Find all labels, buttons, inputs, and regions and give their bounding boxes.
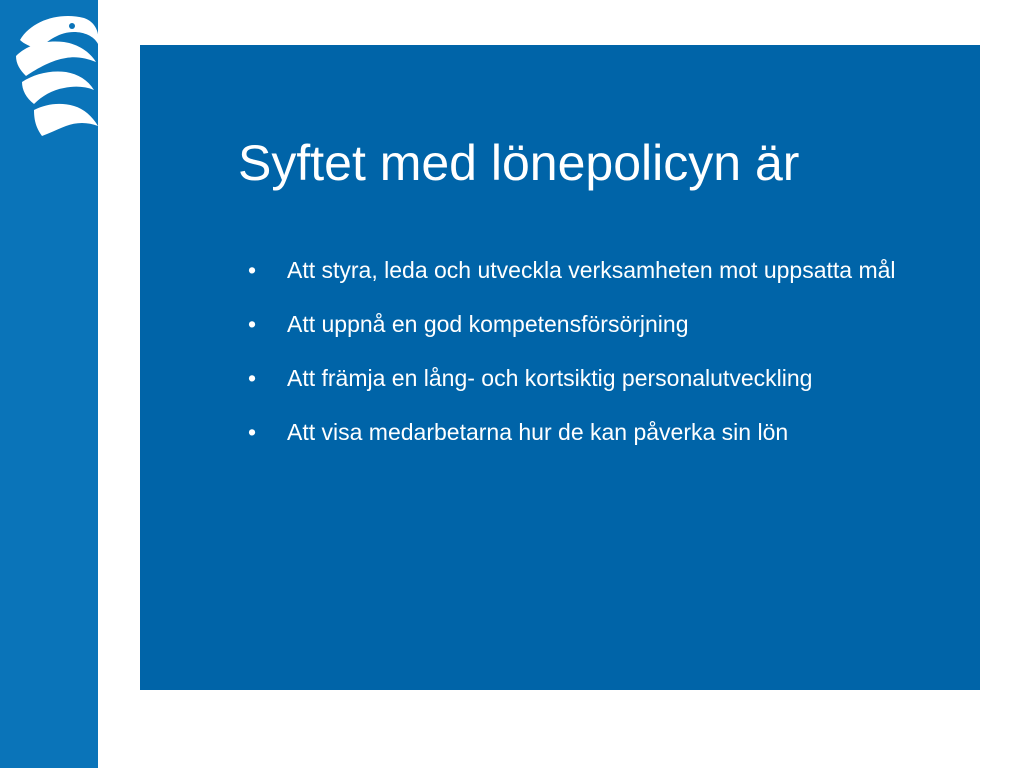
bullet-text: Att uppnå en god kompetensförsörjning (287, 311, 689, 337)
eagle-head-icon (12, 10, 100, 136)
bullet-dot: • (248, 311, 257, 337)
bullet-list (248, 252, 948, 468)
bullet-item (248, 252, 948, 289)
bullet-item (248, 306, 948, 343)
bullet-text: Att visa medarbetarna hur de kan påverka sin lön (287, 419, 789, 445)
slide-title: Syftet med lönepolicyn är (238, 135, 800, 191)
bullet-text: Att främja en lång- och kortsiktig personalutveckling (287, 365, 813, 391)
content-panel (140, 45, 980, 690)
bullet-item (248, 360, 948, 397)
bullet-dot: • (248, 419, 257, 445)
bullet-dot: • (248, 257, 257, 283)
bullet-dot: • (248, 365, 257, 391)
bullet-text: Att styra, leda och utveckla verksamheten mot uppsatta mål (287, 257, 896, 283)
bullet-item (248, 414, 948, 451)
